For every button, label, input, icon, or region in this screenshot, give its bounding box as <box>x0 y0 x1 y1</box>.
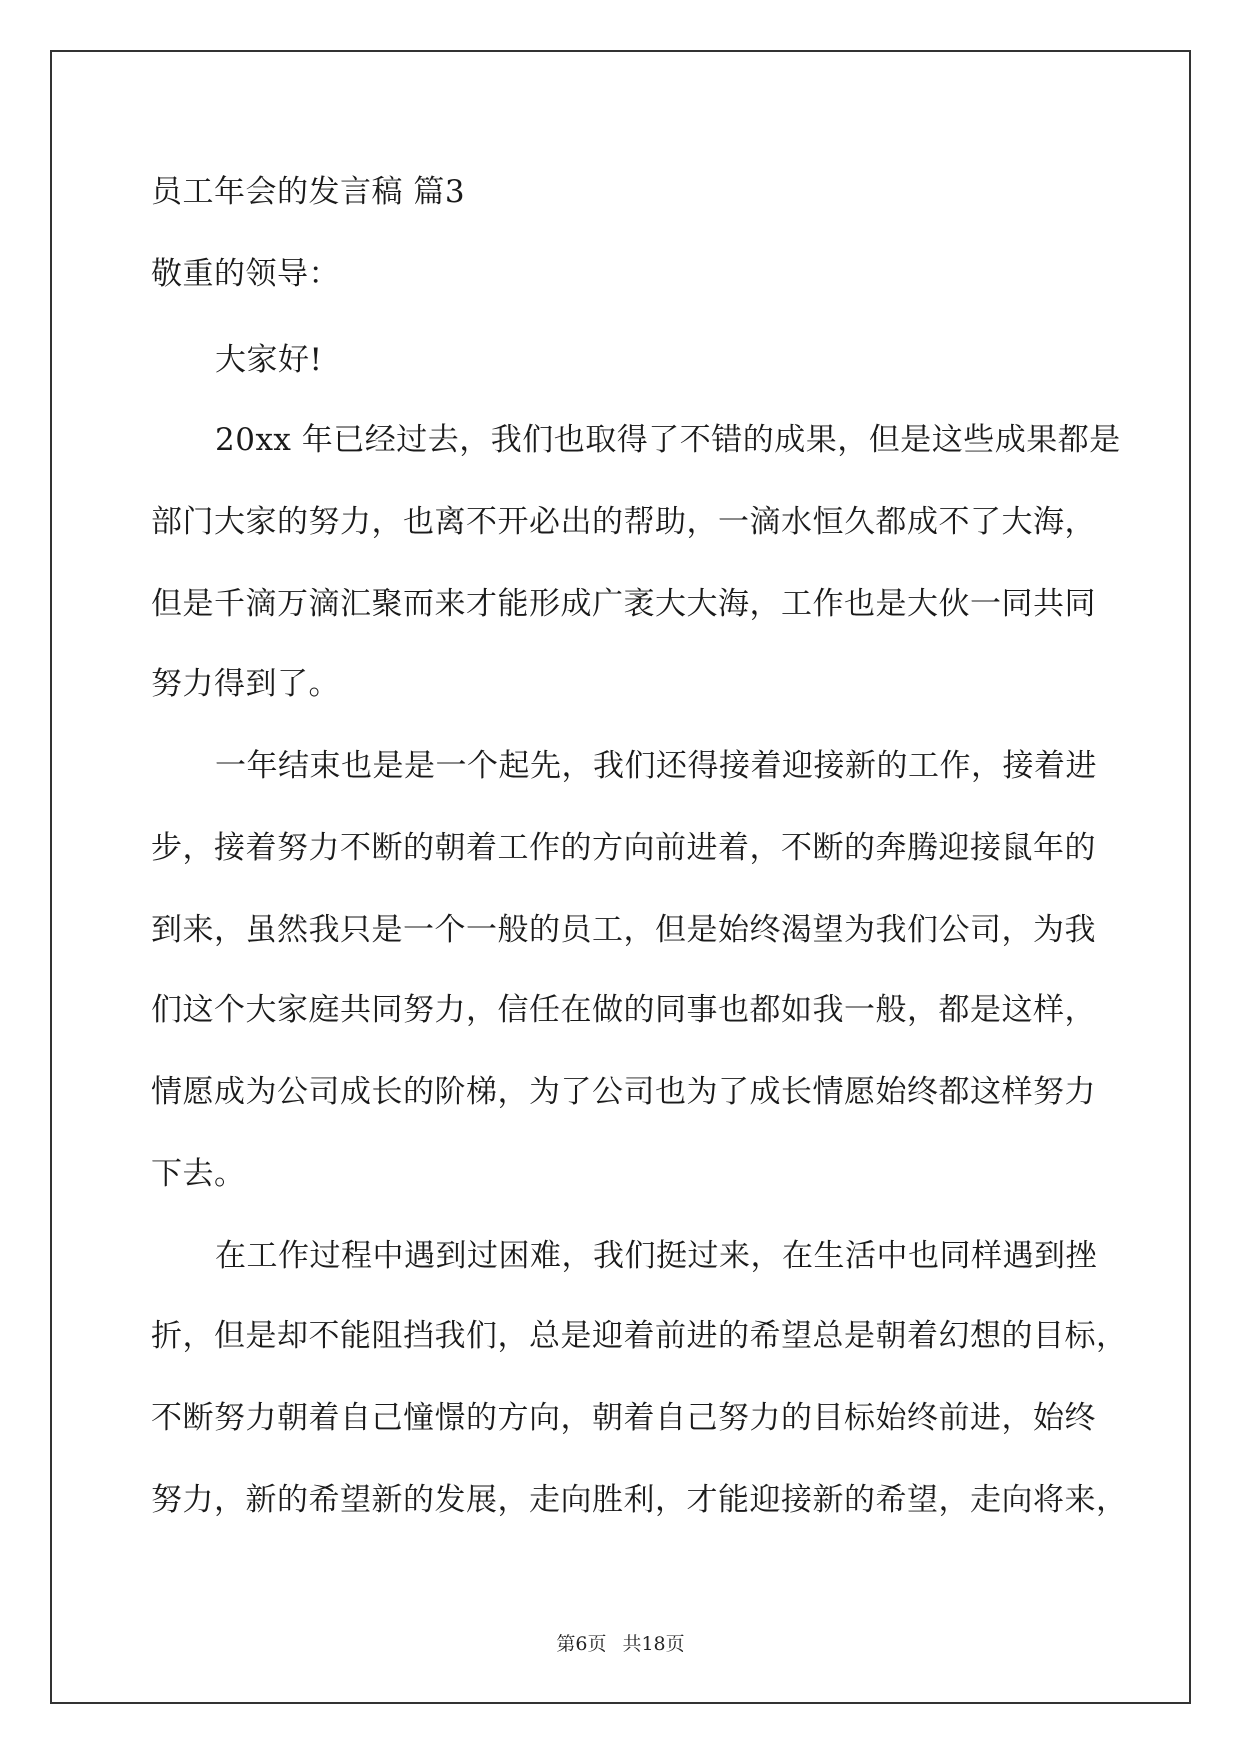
salutation: 敬重的领导： <box>151 256 340 292</box>
paragraph-line: 们这个大家庭共同努力，信任在做的同事也都如我一般，都是这样， <box>151 992 1096 1028</box>
paragraph-line: 努力，新的希望新的发展，走向胜利，才能迎接新的希望，走向将来， <box>151 1482 1128 1518</box>
paragraph-line: 一年结束也是是一个起先，我们还得接着迎接新的工作，接着进 <box>215 748 1097 784</box>
paragraph-line: 折，但是却不能阻挡我们，总是迎着前进的希望总是朝着幻想的目标， <box>151 1318 1128 1354</box>
page-footer <box>0 1632 1241 1656</box>
paragraph-line: 部门大家的努力，也离不开必出的帮助，一滴水恒久都成不了大海， <box>151 504 1096 540</box>
paragraph-line: 20xx 年已经过去，我们也取得了不错的成果，但是这些成果都是 <box>215 422 1121 458</box>
paragraph-line: 但是千滴万滴汇聚而来才能形成广袤大大海，工作也是大伙一同共同 <box>151 586 1096 622</box>
paragraph-line: 到来，虽然我只是一个一般的员工，但是始终渴望为我们公司，为我 <box>151 912 1096 948</box>
paragraph-line: 步，接着努力不断的朝着工作的方向前进着，不断的奔腾迎接鼠年的 <box>151 830 1096 866</box>
paragraph-line: 在工作过程中遇到过困难，我们挺过来，在生活中也同样遇到挫 <box>215 1238 1097 1274</box>
page-border <box>50 50 1191 1704</box>
greeting: 大家好! <box>215 342 323 378</box>
paragraph-line: 情愿成为公司成长的阶梯，为了公司也为了成长情愿始终都这样努力 <box>151 1074 1096 1110</box>
paragraph-line: 努力得到了。 <box>151 666 340 702</box>
paragraph-line: 不断努力朝着自己憧憬的方向，朝着自己努力的目标始终前进，始终 <box>151 1400 1096 1436</box>
document-title: 员工年会的发言稿 篇3 <box>151 174 466 210</box>
paragraph-line: 下去。 <box>151 1156 246 1192</box>
page-number: 第6页 <box>556 1633 607 1655</box>
page-total: 共18页 <box>622 1633 685 1655</box>
